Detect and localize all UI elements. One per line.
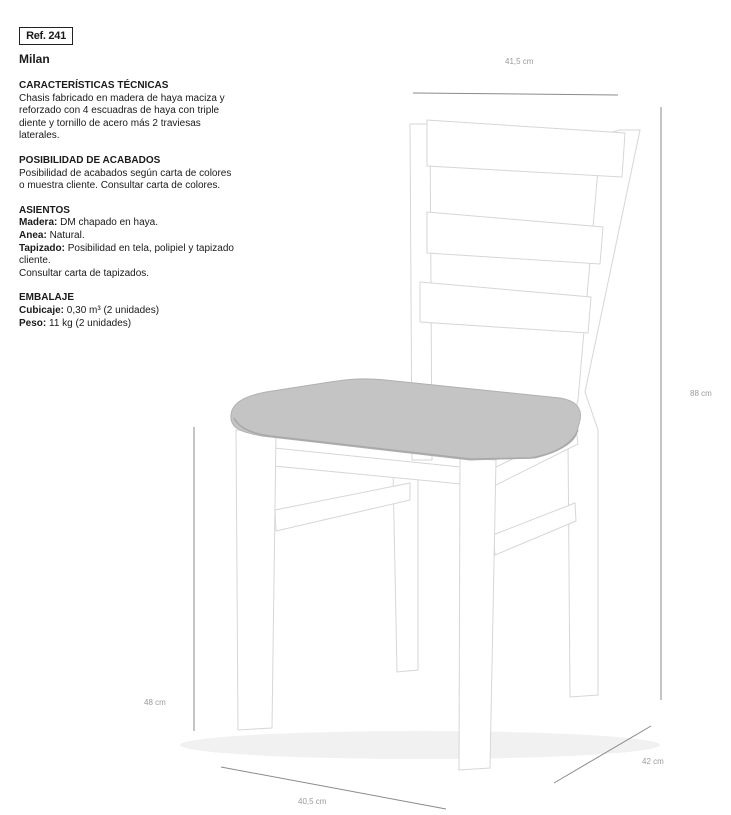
- left-stretcher: [275, 483, 410, 531]
- packaging-weight-value: 11 kg (2 unidades): [49, 317, 132, 329]
- front-width-line: [221, 767, 446, 809]
- back-slat-top: [427, 120, 625, 177]
- back-slat-bottom: [420, 282, 591, 333]
- packaging-title: EMBALAJE: [19, 292, 75, 304]
- seat-note: Consultar carta de tapizados.: [19, 267, 150, 279]
- front-right-leg: [459, 458, 496, 770]
- packaging-volume-label: Cubicaje:: [19, 304, 65, 316]
- seat-upholstery-label: Tapizado:: [19, 242, 65, 254]
- seat-anea-label: Anea:: [19, 229, 47, 241]
- back-slat-middle: [427, 212, 603, 264]
- model-name: Milan: [19, 52, 50, 66]
- seat-anea-value: Natural.: [49, 229, 85, 241]
- top-width-line: [413, 93, 618, 95]
- dim-top-width: 41,5 cm: [505, 57, 534, 66]
- seat-cushion: [231, 379, 581, 460]
- seat-wood-label: Madera:: [19, 217, 58, 229]
- packaging-weight-label: Peso:: [19, 317, 47, 329]
- dim-depth: 42 cm: [642, 757, 664, 766]
- seat-wood-value: DM chapado en haya.: [60, 217, 158, 229]
- seats-title: ASIENTOS: [19, 204, 70, 216]
- dim-seat-height: 48 cm: [144, 698, 166, 707]
- packaging-volume-value: 0,30 m³ (2 unidades): [66, 304, 160, 316]
- seat-upholstery-value: Posibilidad en tela, polipiel y tapizado cliente.: [19, 242, 234, 267]
- floor-shadow: [180, 731, 660, 759]
- technical-title: CARACTERÍSTICAS TÉCNICAS: [19, 80, 169, 91]
- right-stretcher: [493, 503, 576, 555]
- technical-text: Chasis fabricado en madera de haya maciza y reforzado con 4 escuadras de haya con triple diente y tornillo de acero más 2 traviesas laterales.: [19, 92, 225, 142]
- front-left-leg: [236, 430, 276, 730]
- dim-front-width: 40,5 cm: [298, 797, 327, 806]
- reference-box: Ref. 241: [19, 27, 73, 45]
- finishes-title: POSIBILIDAD DE ACABADOS: [19, 154, 161, 166]
- finishes-text: Posibilidad de acabados según carta de colores o muestra cliente. Consultar carta de colores.: [19, 167, 232, 192]
- dim-height: 88 cm: [690, 389, 712, 398]
